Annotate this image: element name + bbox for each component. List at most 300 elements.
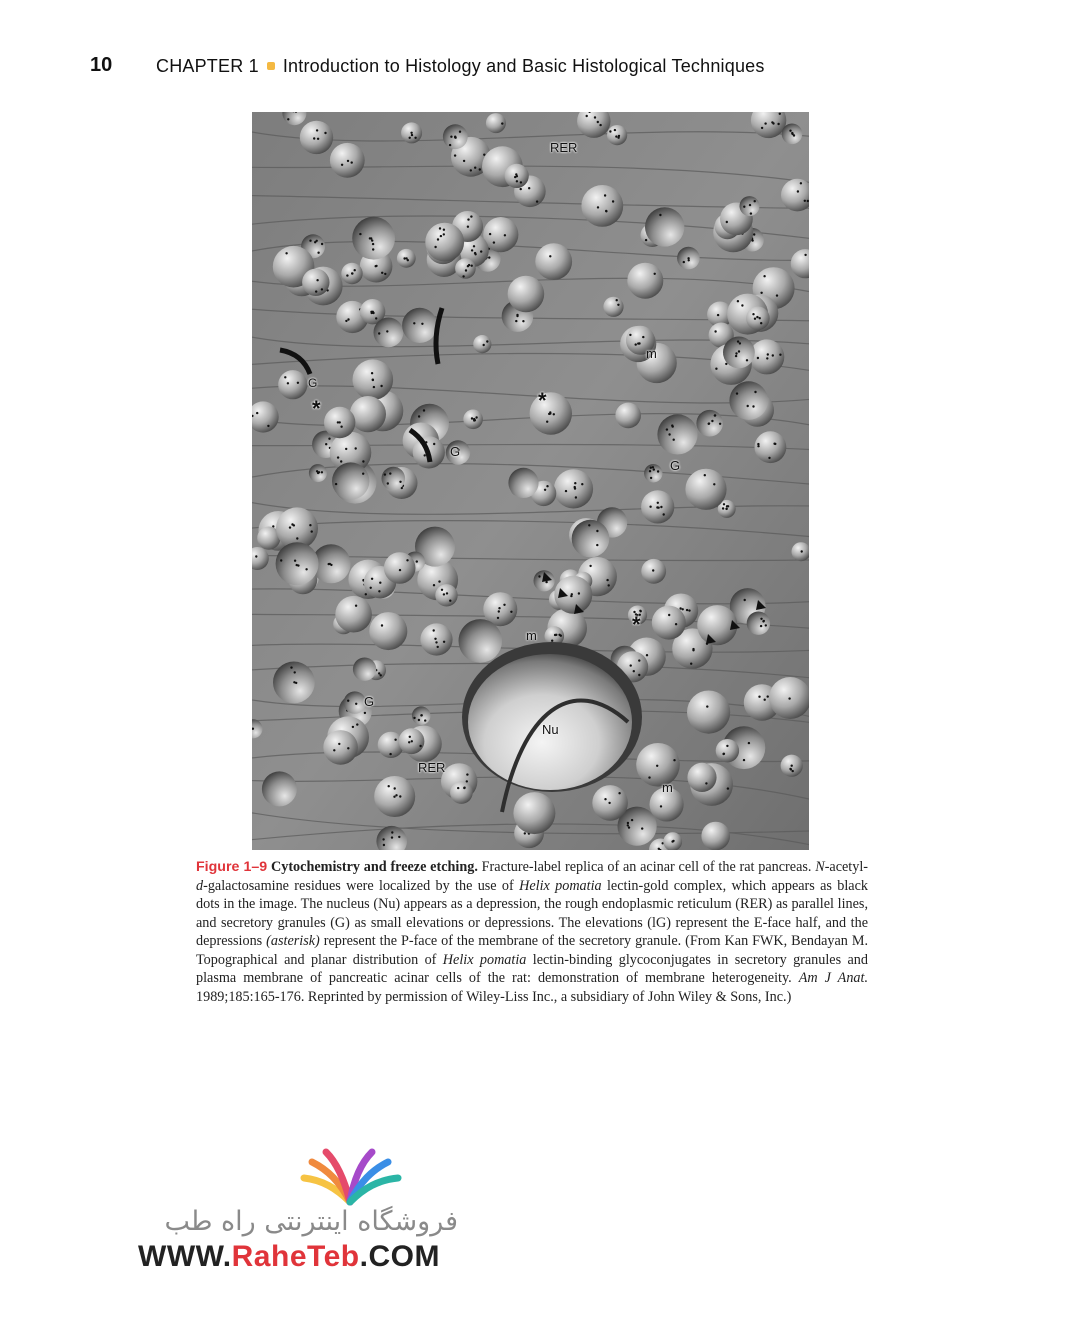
gold-particle xyxy=(627,824,629,826)
gold-particle xyxy=(347,318,349,320)
gold-particle xyxy=(421,714,423,716)
secretory-granule xyxy=(350,396,386,432)
gold-particle xyxy=(760,322,762,324)
gold-particle xyxy=(421,323,423,325)
gold-particle xyxy=(765,624,767,626)
gold-particle xyxy=(653,468,655,470)
gold-particle xyxy=(380,674,382,676)
gold-particle xyxy=(454,154,456,156)
gold-particle xyxy=(746,359,748,361)
caption-italic-4: (asterisk) xyxy=(266,933,320,949)
gold-particle xyxy=(381,272,383,274)
gold-particle xyxy=(615,135,617,137)
gold-particle xyxy=(387,482,389,484)
secretory-granule xyxy=(508,276,545,313)
gold-particle xyxy=(673,439,675,441)
gold-particle xyxy=(352,726,354,728)
gold-particle xyxy=(741,304,743,306)
gold-particle xyxy=(471,249,473,251)
gold-particle xyxy=(756,316,758,318)
secretory-granule xyxy=(425,223,464,262)
gold-particle xyxy=(777,123,779,125)
gold-particle xyxy=(345,448,347,450)
gold-particle xyxy=(414,137,416,139)
secretory-granule xyxy=(687,763,716,792)
gold-particle xyxy=(347,160,349,162)
gold-particle xyxy=(642,336,644,338)
gold-particle xyxy=(750,212,752,214)
gold-particle xyxy=(744,599,746,601)
gold-particle xyxy=(683,261,685,263)
gold-particle xyxy=(325,443,327,445)
secretory-granule xyxy=(747,612,770,635)
gold-particle xyxy=(409,736,411,738)
gold-particle xyxy=(486,340,488,342)
gold-particle xyxy=(437,646,439,648)
gold-particle xyxy=(656,765,658,767)
secretory-granule xyxy=(749,339,784,374)
gold-particle xyxy=(370,587,372,589)
secretory-granule xyxy=(435,584,457,606)
gold-particle xyxy=(789,130,791,132)
gold-particle xyxy=(359,233,361,235)
gold-particle xyxy=(588,524,590,526)
gold-particle xyxy=(748,742,750,744)
secretory-granule xyxy=(332,462,369,499)
secretory-granule xyxy=(729,381,768,420)
gold-particle xyxy=(267,425,269,427)
gold-particle xyxy=(465,269,467,271)
label-g-2: G xyxy=(450,444,461,459)
gold-particle xyxy=(761,127,763,129)
gold-particle xyxy=(516,314,518,316)
gold-particle xyxy=(616,299,618,301)
gold-particle xyxy=(560,635,562,637)
gold-particle xyxy=(608,802,610,804)
gold-particle xyxy=(726,221,728,223)
gold-particle xyxy=(688,609,690,611)
gold-particle xyxy=(369,237,371,239)
caption-italic-2: d xyxy=(196,877,204,894)
gold-particle xyxy=(792,770,794,772)
gold-particle xyxy=(608,584,610,586)
gold-particle xyxy=(767,353,769,355)
gold-particle xyxy=(291,523,293,525)
secretory-granule xyxy=(685,469,726,510)
gold-particle xyxy=(416,560,418,562)
gold-particle xyxy=(435,641,437,643)
gold-particle xyxy=(604,194,606,196)
gold-particle xyxy=(371,312,373,314)
gold-particle xyxy=(617,304,619,306)
gold-particle xyxy=(520,188,522,190)
secretory-granule xyxy=(607,125,627,145)
gold-particle xyxy=(768,457,770,459)
gold-particle xyxy=(475,416,477,418)
gold-particle xyxy=(713,483,715,485)
gold-particle xyxy=(594,116,596,118)
gold-particle xyxy=(341,164,343,166)
gold-particle xyxy=(289,526,291,528)
gold-particle xyxy=(380,385,382,387)
gold-particle xyxy=(726,745,728,747)
gold-particle xyxy=(383,844,385,846)
gold-particle xyxy=(438,580,440,582)
gold-particle xyxy=(604,798,606,800)
gold-particle xyxy=(441,589,443,591)
gold-particle xyxy=(763,275,765,277)
gold-particle xyxy=(648,776,650,778)
gold-particle xyxy=(373,386,375,388)
gold-particle xyxy=(645,239,647,241)
gold-particle xyxy=(467,226,469,228)
caption-italic-6: Am J Anat. xyxy=(798,970,869,986)
gold-particle xyxy=(424,454,426,456)
gold-particle xyxy=(722,507,724,509)
gold-particle xyxy=(735,352,737,354)
caption-text-1: Fracture-label replica of an acinar cell of the rat pancreas. xyxy=(481,859,812,875)
gold-particle xyxy=(649,506,651,508)
gold-particle xyxy=(652,569,654,571)
gold-particle xyxy=(389,753,391,755)
gold-particle xyxy=(501,122,503,124)
gold-particle xyxy=(614,129,616,131)
gold-particle xyxy=(650,467,652,469)
url-prefix: WWW. xyxy=(138,1240,232,1273)
secretory-granule xyxy=(652,606,686,640)
gold-particle xyxy=(406,559,408,561)
gold-particle xyxy=(391,836,393,838)
gold-particle xyxy=(355,447,357,449)
gold-particle xyxy=(650,477,652,479)
gold-particle xyxy=(314,241,316,243)
gold-particle xyxy=(418,719,420,721)
gold-particle xyxy=(764,699,766,701)
gold-particle xyxy=(589,565,591,567)
gold-particle xyxy=(711,420,713,422)
gold-particle xyxy=(328,563,330,565)
secretory-granule xyxy=(323,730,358,765)
gold-particle xyxy=(418,415,420,417)
caption-italic-5: Helix pomatia xyxy=(442,951,527,968)
secretory-granule xyxy=(335,596,372,633)
gold-particle xyxy=(747,405,749,407)
secretory-granule xyxy=(300,121,333,154)
gold-particle xyxy=(686,609,688,611)
gold-particle xyxy=(470,215,472,217)
gold-particle xyxy=(779,113,781,115)
gold-particle xyxy=(597,206,599,208)
gold-particle xyxy=(297,382,299,384)
gold-particle xyxy=(549,255,551,257)
gold-particle xyxy=(295,682,297,684)
secretory-granule xyxy=(701,822,730,850)
gold-particle xyxy=(596,530,598,532)
gold-particle xyxy=(449,144,451,146)
gold-particle xyxy=(389,472,391,474)
gold-particle xyxy=(413,717,415,719)
gold-particle xyxy=(394,739,396,741)
gold-particle xyxy=(433,443,435,445)
gold-particle xyxy=(654,273,656,275)
secretory-granule xyxy=(384,552,416,584)
gold-particle xyxy=(652,466,654,468)
gold-particle xyxy=(753,233,755,235)
gold-particle xyxy=(717,314,719,316)
gold-particle xyxy=(256,412,258,414)
gold-particle xyxy=(657,502,659,504)
gold-particle xyxy=(362,473,364,475)
gold-particle xyxy=(384,273,386,275)
secretory-granule xyxy=(581,185,623,227)
gold-particle xyxy=(757,445,759,447)
gold-particle xyxy=(597,121,599,123)
secretory-granule xyxy=(746,307,770,331)
gold-particle xyxy=(317,138,319,140)
gold-particle xyxy=(345,320,347,322)
gold-particle xyxy=(488,256,490,258)
secretory-granule xyxy=(402,308,437,343)
gold-particle xyxy=(467,265,469,267)
gold-particle xyxy=(638,659,640,661)
gold-particle xyxy=(378,672,380,674)
gold-particle xyxy=(668,433,670,435)
gold-particle xyxy=(434,246,436,248)
gold-particle xyxy=(443,641,445,643)
gold-particle xyxy=(333,749,335,751)
secretory-granule xyxy=(262,771,297,806)
secretory-granule xyxy=(513,792,555,834)
chapter-heading xyxy=(156,56,765,77)
secretory-granule xyxy=(615,403,641,429)
url-suffix: .COM xyxy=(359,1240,440,1273)
label-g-3: G xyxy=(670,458,681,473)
gold-particle xyxy=(675,623,677,625)
gold-particle xyxy=(617,137,619,139)
gold-particle xyxy=(483,344,485,346)
gold-particle xyxy=(715,368,717,370)
gold-particle xyxy=(371,578,373,580)
logo-persian-text: فروشگاه اینترنتی راه طب xyxy=(164,1206,458,1237)
gold-particle xyxy=(553,413,555,415)
caption-figure-number: Figure 1–9 xyxy=(196,859,268,875)
gold-particle xyxy=(776,294,778,296)
gold-particle xyxy=(384,473,386,475)
gold-particle xyxy=(727,787,729,789)
gold-particle xyxy=(743,759,745,761)
gold-particle xyxy=(399,569,401,571)
gold-particle xyxy=(581,483,583,485)
gold-particle xyxy=(551,640,553,642)
gold-particle xyxy=(679,607,681,609)
gold-particle xyxy=(627,822,629,824)
gold-particle xyxy=(382,838,384,840)
secretory-granule xyxy=(278,370,307,399)
gold-particle xyxy=(423,409,425,411)
gold-particle xyxy=(457,787,459,789)
gold-particle xyxy=(463,160,465,162)
gold-particle xyxy=(524,832,526,834)
gold-particle xyxy=(386,330,388,332)
gold-particle xyxy=(309,240,311,242)
gold-particle xyxy=(705,782,707,784)
gold-particle xyxy=(804,200,806,202)
gold-particle xyxy=(459,131,461,133)
page-header xyxy=(90,54,990,82)
secretory-granule xyxy=(459,619,503,663)
gold-particle xyxy=(503,604,505,606)
gold-particle xyxy=(660,805,662,807)
gold-particle xyxy=(316,470,318,472)
secretory-granule xyxy=(657,414,697,454)
gold-particle xyxy=(466,773,468,775)
gold-particle xyxy=(638,342,640,344)
chapter-label: CHAPTER 1 xyxy=(156,56,259,76)
gold-particle xyxy=(462,275,464,277)
gold-particle xyxy=(480,250,482,252)
gold-particle xyxy=(545,581,547,583)
gold-particle xyxy=(498,607,500,609)
gold-particle xyxy=(714,330,716,332)
gold-particle xyxy=(754,391,756,393)
secretory-granule xyxy=(276,542,319,585)
gold-particle xyxy=(347,700,349,702)
caption-text-4: lectin-gold complex, which appears as black dots in the image. The nucleus (Nu) appears as a depression, the rough endoplasmic reticulum (RER) as parallel lines, and secretory granules (G) as small elevations or depressions. The elevations (lG) represent the E-face half, and the depressions xyxy=(196,877,868,949)
chapter-title: Introduction to Histology and Basic Histological Techniques xyxy=(282,56,765,76)
gold-particle xyxy=(737,340,739,342)
gold-particle xyxy=(375,265,377,267)
gold-particle xyxy=(660,506,662,508)
gold-particle xyxy=(483,154,485,156)
gold-particle xyxy=(788,697,790,699)
secretory-granule xyxy=(572,520,610,558)
gold-particle xyxy=(497,617,499,619)
secretory-granule xyxy=(508,468,538,498)
gold-particle xyxy=(706,705,708,707)
figure-caption xyxy=(196,858,868,1006)
gold-particle xyxy=(347,747,349,749)
gold-particle xyxy=(760,292,762,294)
gold-particle xyxy=(723,753,725,755)
gold-particle xyxy=(673,759,675,761)
gold-particle xyxy=(609,130,611,132)
gold-particle xyxy=(463,787,465,789)
secretory-granule xyxy=(344,691,366,713)
gold-particle xyxy=(760,625,762,627)
gold-particle xyxy=(395,794,397,796)
gold-particle xyxy=(772,354,774,356)
gold-particle xyxy=(321,288,323,290)
gold-particle xyxy=(410,132,412,134)
gold-particle xyxy=(586,115,588,117)
gold-particle xyxy=(454,136,456,138)
gold-particle xyxy=(324,132,326,134)
gold-particle xyxy=(663,513,665,515)
gold-particle xyxy=(629,334,631,336)
gold-particle xyxy=(578,592,580,594)
gold-particle xyxy=(739,342,741,344)
gold-particle xyxy=(658,848,660,850)
gold-particle xyxy=(474,167,476,169)
gold-particle xyxy=(657,470,659,472)
label-m-1: m xyxy=(646,346,657,361)
gold-particle xyxy=(779,354,781,356)
gold-particle xyxy=(766,357,768,359)
caption-text-7: 1989;185:165-176. Reprinted by permission of Wiley-Liss Inc., a subsidiary of John Wiley & Sons, Inc.) xyxy=(196,988,792,1005)
label-rer-top: RER xyxy=(550,140,578,155)
gold-particle xyxy=(757,357,759,359)
gold-particle xyxy=(555,634,557,636)
secretory-granule xyxy=(636,743,680,787)
label-asterisk-2: * xyxy=(538,388,547,413)
gold-particle xyxy=(605,210,607,212)
gold-particle xyxy=(294,560,296,562)
gold-particle xyxy=(433,584,435,586)
gold-particle xyxy=(736,392,738,394)
gold-particle xyxy=(433,629,435,631)
caption-text-2: -acetyl- xyxy=(824,859,869,875)
secretory-granule xyxy=(374,318,404,348)
gold-particle xyxy=(375,317,377,319)
gold-particle xyxy=(340,426,342,428)
gold-particle xyxy=(708,422,710,424)
gold-particle xyxy=(471,417,473,419)
gold-particle xyxy=(631,819,633,821)
gold-particle xyxy=(316,129,318,131)
gold-particle xyxy=(638,674,640,676)
gold-particle xyxy=(574,482,576,484)
gold-particle xyxy=(443,233,445,235)
gold-particle xyxy=(364,712,366,714)
gold-particle xyxy=(287,118,289,120)
secretory-granule xyxy=(716,739,739,762)
logo-url xyxy=(138,1240,440,1274)
gold-particle xyxy=(328,438,330,440)
gold-particle xyxy=(725,508,727,510)
gold-particle xyxy=(804,254,806,256)
gold-particle xyxy=(381,624,383,626)
gold-particle xyxy=(285,252,287,254)
gold-particle xyxy=(668,614,670,616)
gold-particle xyxy=(439,227,441,229)
gold-particle xyxy=(758,696,760,698)
gold-particle xyxy=(440,235,442,237)
gold-particle xyxy=(672,840,674,842)
gold-particle xyxy=(321,471,323,473)
gold-particle xyxy=(682,608,684,610)
secretory-granule xyxy=(369,612,407,650)
gold-particle xyxy=(443,593,445,595)
gold-particle xyxy=(489,233,491,235)
gold-particle xyxy=(340,460,342,462)
secretory-granule xyxy=(483,217,518,252)
gold-particle xyxy=(767,695,769,697)
gold-particle xyxy=(419,745,421,747)
gold-particle xyxy=(313,137,315,139)
secretory-granule xyxy=(455,258,476,279)
gold-particle xyxy=(565,490,567,492)
gold-particle xyxy=(522,320,524,322)
secretory-granule xyxy=(645,207,684,246)
gold-particle xyxy=(763,620,765,622)
gold-particle xyxy=(378,332,380,334)
label-m-2: m xyxy=(526,628,537,643)
gold-particle xyxy=(633,670,635,672)
gold-particle xyxy=(520,181,522,183)
url-brand: RaheTeb xyxy=(231,1240,360,1273)
label-nucleus: Nu xyxy=(542,722,559,737)
gold-particle xyxy=(515,320,517,322)
